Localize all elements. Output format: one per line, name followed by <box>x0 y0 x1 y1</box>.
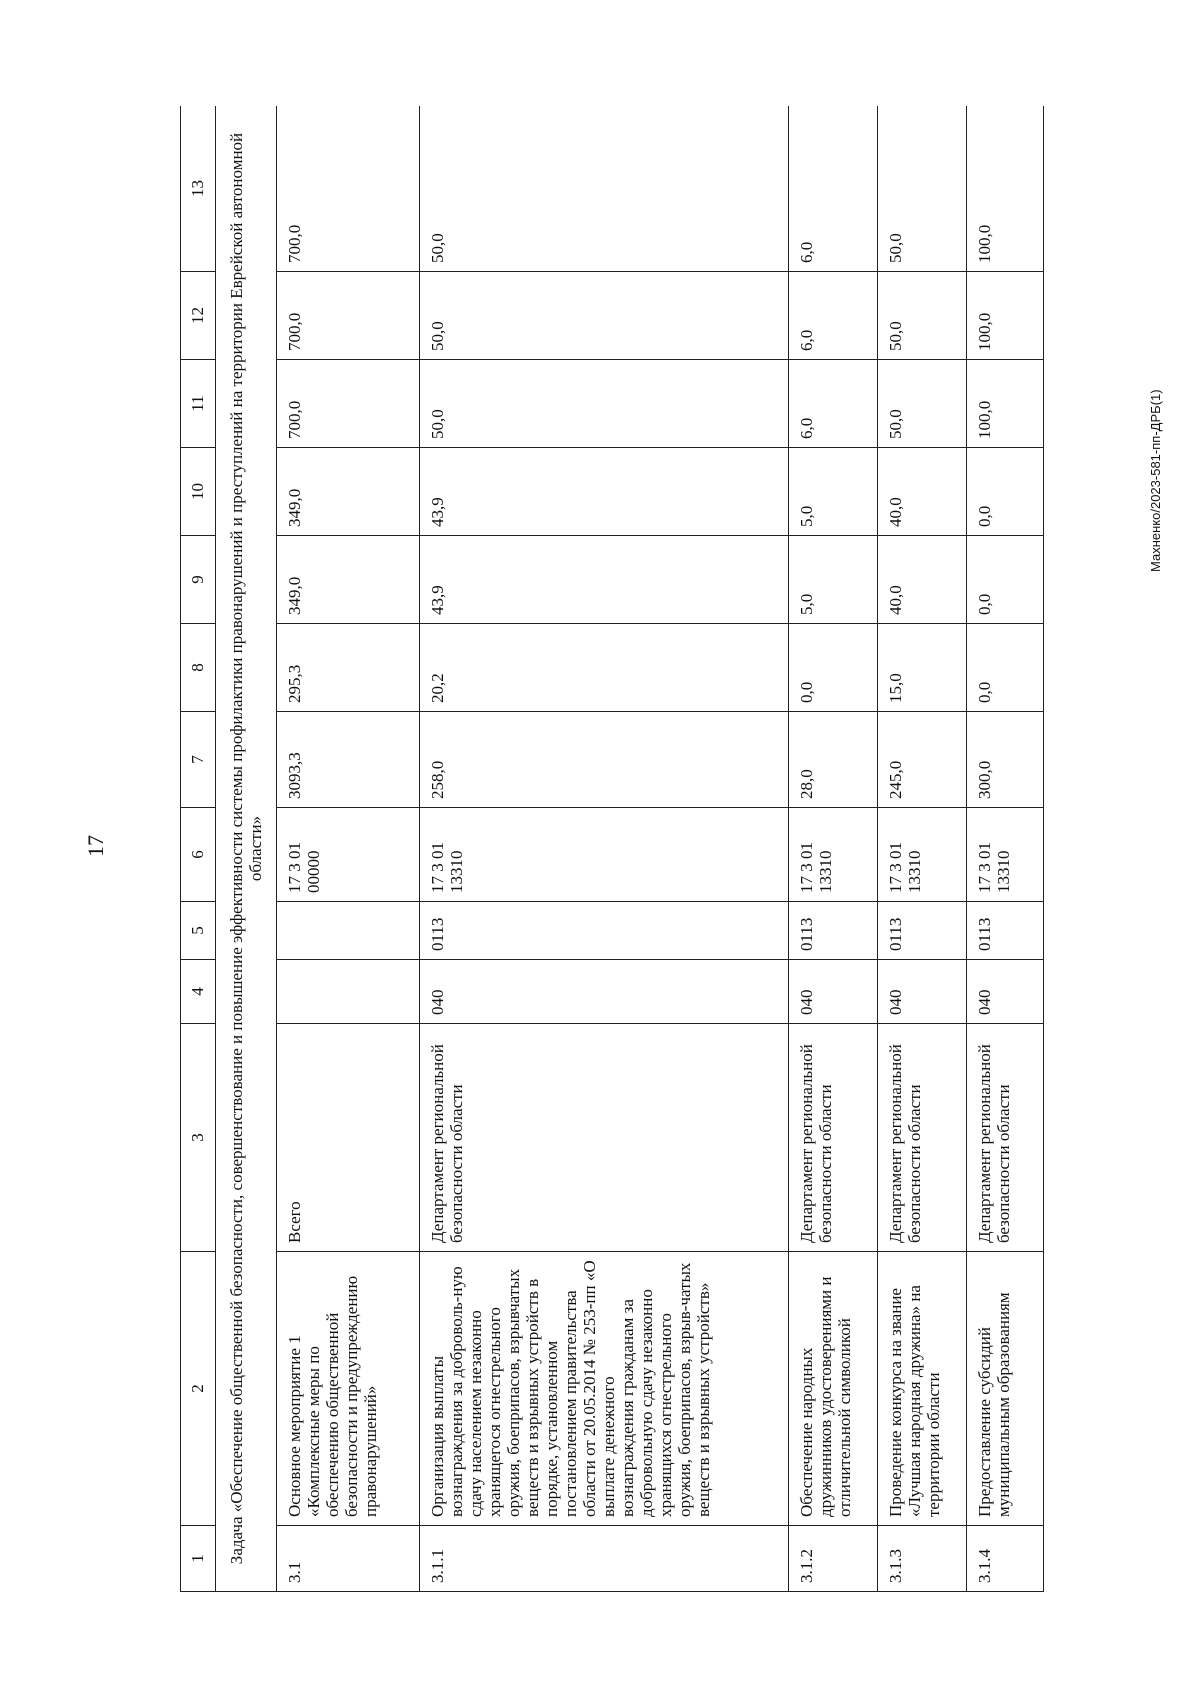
rotated-table-wrapper <box>180 106 1104 1592</box>
cell-value: 50,0 <box>878 360 967 448</box>
document-code: Махненко/2023-581-пп-ДРБ(1) <box>1148 389 1163 572</box>
cell-value: 258,0 <box>420 712 789 808</box>
cell-csr: 17 3 01 13310 <box>789 808 878 902</box>
header-cell: 1 <box>181 1526 216 1592</box>
cell-grbs: 040 <box>878 960 967 1024</box>
table-row <box>277 106 420 1592</box>
cell-value: 0,0 <box>967 624 1044 712</box>
task-title: Задача «Обеспечение общественной безопасности, совершенствование и повышение эффективности системы профилактики правонарушений и преступлений на территории Еврейской автономной области» <box>216 106 277 1592</box>
cell-activity: Обеспечение народных дружинников удостоверениями и отличительной символикой <box>789 1252 878 1526</box>
cell-value: 40,0 <box>878 448 967 536</box>
cell-value: 245,0 <box>878 712 967 808</box>
cell-number: 3.1.2 <box>789 1526 878 1592</box>
task-row <box>216 106 277 1592</box>
cell-value: 50,0 <box>420 272 789 360</box>
cell-value: 349,0 <box>277 536 420 624</box>
cell-value: 6,0 <box>789 272 878 360</box>
cell-grbs <box>277 960 420 1024</box>
cell-value: 100,0 <box>967 360 1044 448</box>
cell-rzpr: 0113 <box>789 902 878 960</box>
cell-number: 3.1.4 <box>967 1526 1044 1592</box>
budget-table <box>180 106 1044 1592</box>
cell-value: 28,0 <box>789 712 878 808</box>
cell-rzpr: 0113 <box>878 902 967 960</box>
cell-activity: Основное мероприятие 1 «Комплексные меры по обеспечению общественной безопасности и предупреждению правонарушений» <box>277 1252 420 1526</box>
table-row <box>878 106 967 1592</box>
cell-value: 50,0 <box>420 360 789 448</box>
cell-value: 40,0 <box>878 536 967 624</box>
cell-value: 700,0 <box>277 106 420 272</box>
header-cell: 5 <box>181 902 216 960</box>
cell-value: 50,0 <box>878 272 967 360</box>
cell-executor: Всего <box>277 1024 420 1252</box>
cell-value: 0,0 <box>967 536 1044 624</box>
header-cell: 8 <box>181 624 216 712</box>
header-cell: 9 <box>181 536 216 624</box>
cell-number: 3.1.1 <box>420 1526 789 1592</box>
cell-csr: 17 3 01 13310 <box>878 808 967 902</box>
header-cell: 13 <box>181 106 216 272</box>
table-row <box>789 106 878 1592</box>
cell-value: 6,0 <box>789 106 878 272</box>
cell-number: 3.1.3 <box>878 1526 967 1592</box>
cell-value: 5,0 <box>789 536 878 624</box>
cell-value: 20,2 <box>420 624 789 712</box>
cell-value: 700,0 <box>277 272 420 360</box>
cell-value: 0,0 <box>967 448 1044 536</box>
cell-grbs: 040 <box>967 960 1044 1024</box>
cell-grbs: 040 <box>789 960 878 1024</box>
cell-executor: Департамент региональной безопасности области <box>789 1024 878 1252</box>
cell-csr: 17 3 01 00000 <box>277 808 420 902</box>
cell-value: 295,3 <box>277 624 420 712</box>
cell-csr: 17 3 01 13310 <box>967 808 1044 902</box>
cell-value: 3093,3 <box>277 712 420 808</box>
header-cell: 10 <box>181 448 216 536</box>
cell-value: 5,0 <box>789 448 878 536</box>
header-row <box>181 106 216 1592</box>
cell-activity: Предоставление субсидий муниципальным образованиям <box>967 1252 1044 1526</box>
cell-value: 100,0 <box>967 272 1044 360</box>
cell-grbs: 040 <box>420 960 789 1024</box>
table-row <box>420 106 789 1592</box>
cell-value: 50,0 <box>878 106 967 272</box>
page-number: 17 <box>83 835 108 857</box>
cell-rzpr: 0113 <box>420 902 789 960</box>
cell-value: 700,0 <box>277 360 420 448</box>
table-frame <box>180 106 1104 1592</box>
cell-csr: 17 3 01 13310 <box>420 808 789 902</box>
cell-value: 100,0 <box>967 106 1044 272</box>
cell-activity: Проведение конкурса на звание «Лучшая народная дружина» на территории области <box>878 1252 967 1526</box>
cell-value: 0,0 <box>789 624 878 712</box>
cell-value: 43,9 <box>420 536 789 624</box>
header-cell: 4 <box>181 960 216 1024</box>
header-cell: 11 <box>181 360 216 448</box>
header-cell: 2 <box>181 1252 216 1526</box>
cell-executor: Департамент региональной безопасности области <box>967 1024 1044 1252</box>
cell-value: 6,0 <box>789 360 878 448</box>
table-row <box>967 106 1044 1592</box>
cell-value: 349,0 <box>277 448 420 536</box>
header-cell: 3 <box>181 1024 216 1252</box>
header-cell: 7 <box>181 712 216 808</box>
header-cell: 12 <box>181 272 216 360</box>
cell-executor: Департамент региональной безопасности области <box>878 1024 967 1252</box>
cell-number: 3.1 <box>277 1526 420 1592</box>
cell-value: 300,0 <box>967 712 1044 808</box>
cell-rzpr: 0113 <box>967 902 1044 960</box>
cell-activity: Организация выплаты вознаграждения за доброволь-ную сдачу населением незаконно хранящегося огнестрельного оружия, боеприпасов, взрывчатых веществ и взрывных устройств в порядке, установленном постановлением правительства области от 20.05.2014 № 253-пп «О выплате денежного вознаграждения гражданам за добровольную сдачу незаконно хранящихся огнестрельного оружия, боеприпасов, взрыв-чатых веществ и взрывных устройств» <box>420 1252 789 1526</box>
header-cell: 6 <box>181 808 216 902</box>
cell-executor: Департамент региональной безопасности области <box>420 1024 789 1252</box>
cell-rzpr <box>277 902 420 960</box>
cell-value: 15,0 <box>878 624 967 712</box>
cell-value: 50,0 <box>420 106 789 272</box>
cell-value: 43,9 <box>420 448 789 536</box>
